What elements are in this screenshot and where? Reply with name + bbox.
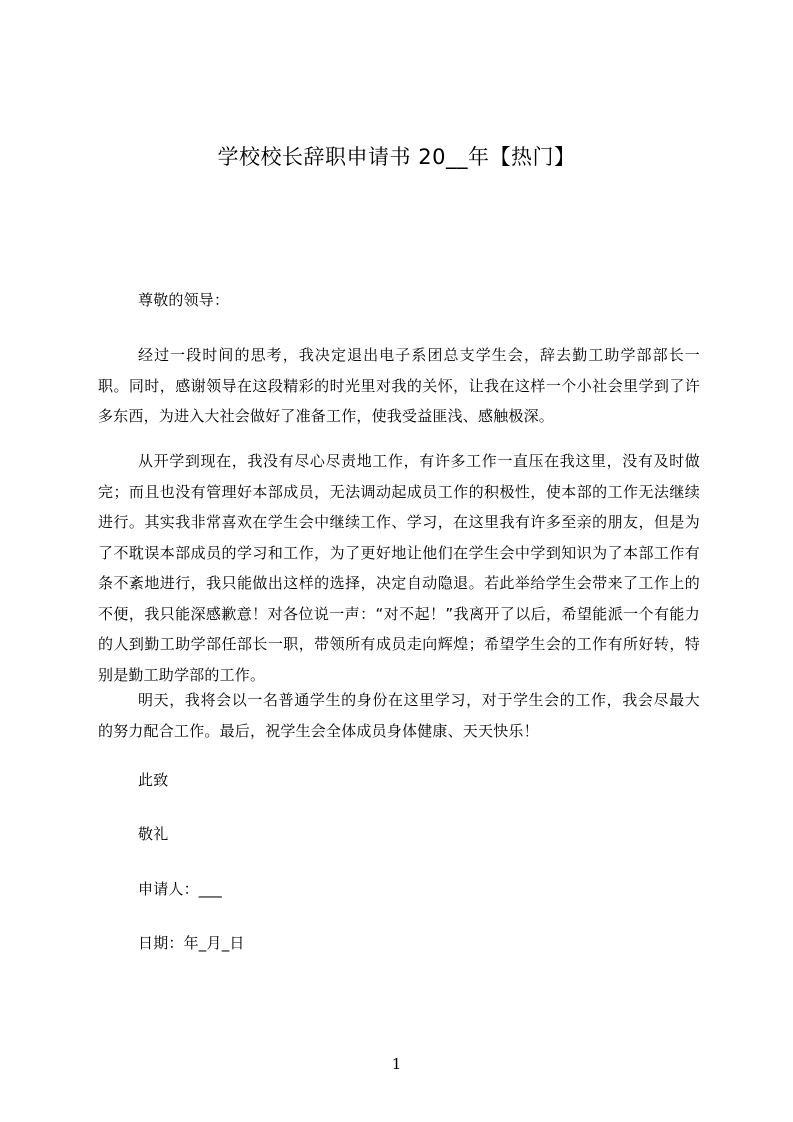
- salutation: 尊敬的领导：: [138, 291, 230, 309]
- paragraph-3: 明天，我将会以一名普通学生的身份在这里学习，对于学生会的工作，我会尽最大的努力配合工作。最后，祝学生会全体成员身体健康、天天快乐！: [98, 691, 700, 740]
- date-line: 日期：年_月_日: [138, 934, 245, 952]
- applicant-line: 申请人：___: [138, 880, 222, 898]
- document-title: 学校校长辞职申请书 20__年【热门】: [217, 145, 576, 169]
- paragraph-1: 经过一段时间的思考，我决定退出电子系团总支学生会，辞去勤工助学部部长一职。同时，感谢领导在这段精彩的时光里对我的关怀，让我在这样一个小社会里学到了许多东西，为进入大社会做好了准备工作，使我受益匪浅、感触极深。: [98, 346, 700, 425]
- page-number: 1: [391, 1055, 402, 1073]
- paragraph-2: 从开学到现在，我没有尽心尽责地工作，有许多工作一直压在我这里，没有及时做完；而且也没有管理好本部成员，无法调动起成员工作的积极性，使本部的工作无法继续进行。其实我非常喜欢在学生会中继续工作、学习，在这里我有许多至亲的朋友，但是为了不耽误本部成员的学习和工作，为了更好地让他们在学生会中学到知识为了本部工作有条不紊地进行，我只能做出这样的选择，决定自动隐退。若此举给学生会带来了工作上的不便，我只能深感歉意！对各位说一声：“对不起！”我离开了以后，希望能派一个有能力的人到勤工助学部任部长一职，带领所有成员走向辉煌；希望学生会的工作有所好转，特别是勤工助学部的工作。: [98, 452, 700, 684]
- closing-salute: 敬礼: [138, 825, 169, 843]
- closing-regards: 此致: [138, 771, 169, 789]
